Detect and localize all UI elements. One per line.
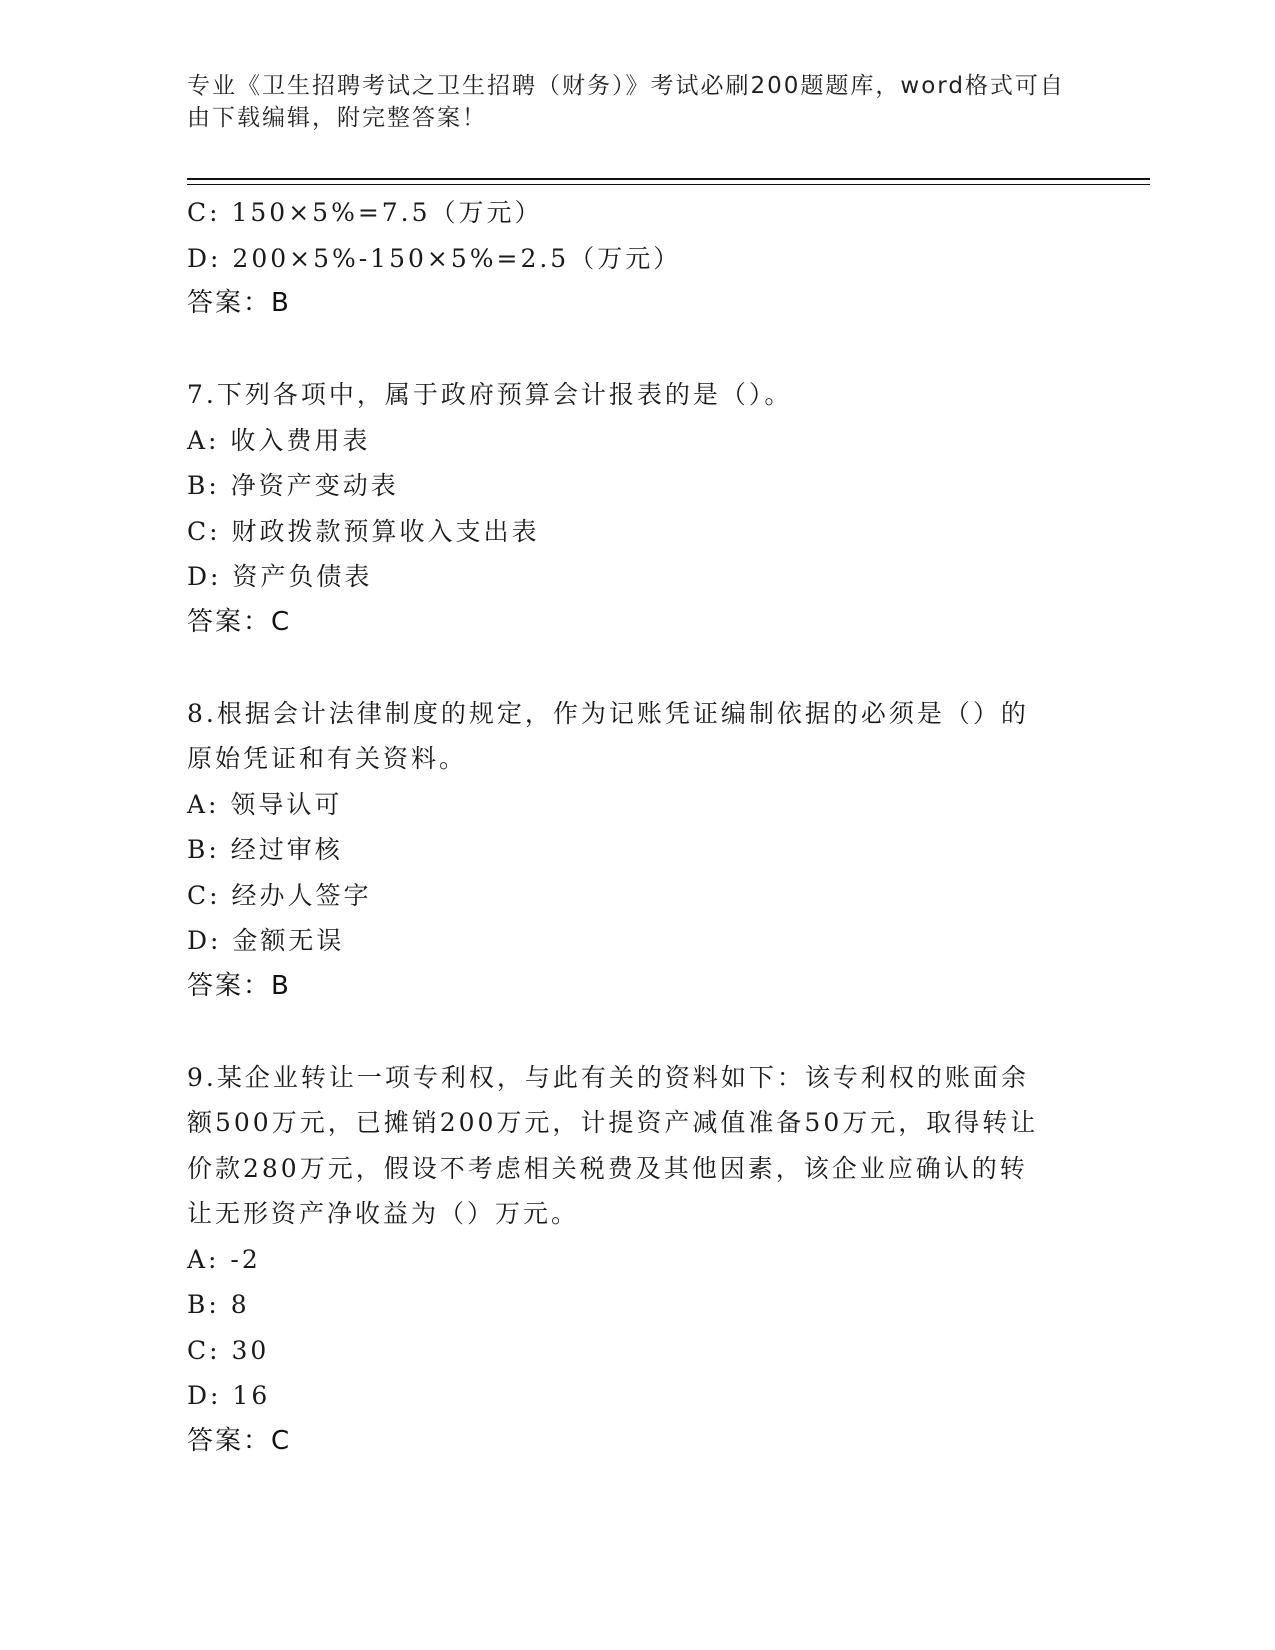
question-stem-line-1: 8.根据会计法律制度的规定，作为记账凭证编制依据的必须是（）的: [187, 698, 1029, 728]
question-stem-line-3: 价款280万元，假设不考虑相关税费及其他因素，该企业应确认的转: [187, 1153, 1028, 1183]
header-rule-thick: [187, 178, 1150, 180]
option-c: C: 30: [187, 1335, 270, 1365]
question-stem: 7.下列各项中，属于政府预算会计报表的是（）。: [187, 380, 793, 409]
question-stem-line-4: 让无形资产净收益为（）万元。: [187, 1199, 580, 1228]
option-d: D: 16: [187, 1381, 271, 1410]
option-d: D: 金额无误: [187, 926, 345, 955]
header-rule-thin: [187, 184, 1150, 185]
header-line-2: 由下载编辑，附完整答案！: [187, 105, 487, 131]
question-9: [187, 1055, 1087, 1465]
option-c: C: 财政拨款预算收入支出表: [187, 516, 540, 546]
option-b: B: 净资产变动表: [187, 471, 399, 500]
answer-line: 答案：C: [187, 1425, 292, 1456]
spacer: [187, 645, 1087, 691]
option-c: C: 经办人签字: [187, 880, 372, 910]
question-7: [187, 372, 1087, 645]
answer-line: 答案：B: [187, 970, 291, 1001]
option-d: D: 资产负债表: [187, 562, 373, 591]
option-b: B: 8: [187, 1290, 250, 1319]
question-stem-line-1: 9.某企业转让一项专利权，与此有关的资料如下：该专利权的账面余: [187, 1062, 1029, 1092]
document-header: [187, 70, 1067, 134]
spacer: [187, 327, 1087, 373]
spacer: [187, 1009, 1087, 1055]
question-8: [187, 691, 1087, 1010]
question-content: [187, 190, 1087, 1464]
answer-line: 答案：B: [187, 288, 291, 318]
header-line-1: 专业《卫生招聘考试之卫生招聘（财务）》考试必刷200题题库，word格式可自: [187, 73, 1065, 99]
question-stem-line-2: 原始凭证和有关资料。: [187, 744, 468, 773]
question-stem-line-2: 额500万元，已摊销200万元，计提资产减值准备50万元，取得转让: [187, 1108, 1039, 1137]
option-b: B: 经过审核: [187, 835, 343, 864]
option-a: A: -2: [187, 1244, 261, 1274]
option-c: C: 150×5%=7.5（万元）: [187, 198, 543, 227]
prev-question-block: [187, 190, 1087, 327]
option-d: D: 200×5%-150×5%=2.5（万元）: [187, 243, 682, 273]
option-a: A: 领导认可: [187, 789, 343, 819]
answer-line: 答案：C: [187, 606, 292, 637]
option-a: A: 收入费用表: [187, 425, 371, 455]
